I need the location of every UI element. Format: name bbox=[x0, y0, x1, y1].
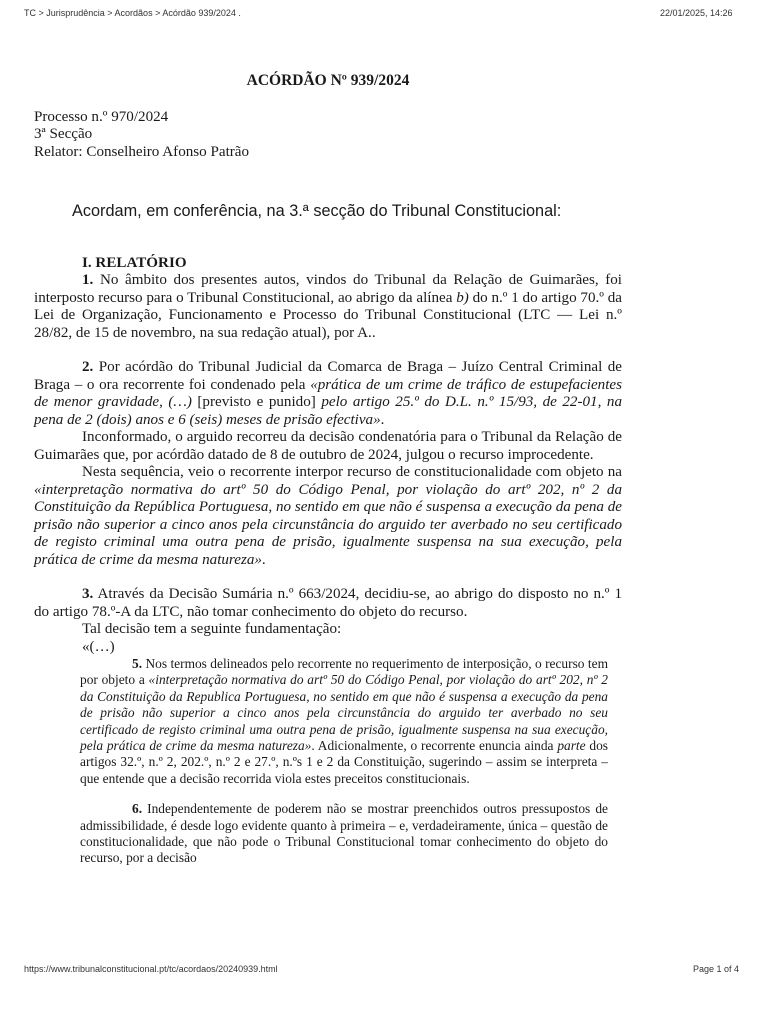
paragraph-3: Inconformado, o arguido recorreu da decisão condenatória para o Tribunal da Relação de Guimarães que, por acórdão datado de 8 de outubro de 2024, julgou o recurso improcedente. bbox=[34, 429, 622, 463]
paragraph-5 bbox=[34, 586, 622, 621]
italic-text: b) bbox=[456, 289, 469, 306]
text: Independentemente de poderem não se mostrar preenchidos outros pressupostos de admissibilidade, é desde logo evidente quanto à primeira – e, verdadeiramente, única – questão de constitucionalidade, que não pode o Tribunal Constitucional tomar conhecimento do objeto do recurso, por a decisão bbox=[80, 801, 608, 866]
text: No âmbito dos presentes autos, vindos do Tribunal da Relação de Guimarães, foi interposto recurso para o Tribunal Constitucional, ao abrigo da alínea bbox=[34, 272, 622, 306]
quote-open: «(…) bbox=[82, 638, 115, 655]
italic-text: «interpretação normativa do artº 50 do Código Penal, por violação do artº 202, nº 2 da Constituição da Republica Portuguesa, no sentido em que não é suspensa a execução da pena de prisão não superior a cinco anos pela circunstância do arguido ter averbado no seu certificado de registo criminal uma outra pena de prisão, igualmente suspensa na sua execução, pela prática de crime da mesma natureza» bbox=[80, 672, 609, 754]
quoted-decision bbox=[80, 656, 608, 867]
paragraph-number: 2. bbox=[82, 359, 94, 375]
case-metadata bbox=[34, 109, 622, 162]
quote-paragraph-6 bbox=[80, 801, 608, 867]
italic-text: parte bbox=[557, 738, 586, 754]
paragraph-number: 6. bbox=[132, 801, 143, 817]
seccao: 3ª Secção bbox=[34, 126, 93, 142]
footer-url[interactable]: https://www.tribunalconstitucional.pt/tc/acordaos/20240939.html bbox=[24, 964, 278, 974]
processo-number: Processo n.º 970/2024 bbox=[34, 108, 169, 125]
document-body bbox=[34, 72, 622, 867]
paragraph-number: 1. bbox=[82, 272, 94, 288]
italic-text: pelo artigo 25.º do D.L. n.º 15/93, de 22-01, na pena de 2 (dois) anos e 6 (seis) meses de prisão efectiva» bbox=[34, 394, 622, 428]
paragraph-2 bbox=[34, 359, 622, 429]
text: dos artigos 32.º, n.º 2, 202.º, n.º 2 e 27.º, n.ºs 1 e 2 da Constituição, sugerindo – assim se interpreta – que entende que a decisão recorrida viola estes preceitos constitucionais. bbox=[80, 738, 608, 786]
relator: Relator: Conselheiro Afonso Patrão bbox=[34, 143, 250, 160]
footer-page-number: Page 1 of 4 bbox=[693, 964, 740, 974]
italic-text: «prática de um crime de tráfico de estupefacientes de menor gravidade, (…) bbox=[34, 376, 622, 410]
text: . bbox=[261, 551, 266, 568]
paragraph-1 bbox=[34, 272, 622, 342]
text: do n.º 1 do artigo 70.º da Lei de Organização, Funcionamento e Processo do Tribunal Constitucional (LTC — Lei n.º 28/82, de 15 de novembro, na sua redação atual), por A.. bbox=[34, 289, 622, 341]
section-heading: I. RELATÓRIO bbox=[82, 254, 187, 271]
text: Nesta sequência, veio o recorrente interpor recurso de constitucionalidade com objeto na bbox=[82, 464, 622, 480]
text: . bbox=[380, 411, 385, 428]
header-breadcrumb: TC > Jurisprudência > Acordãos > Acórdão 939/2024 . bbox=[24, 8, 241, 18]
paragraph-6: Tal decisão tem a seguinte fundamentação: bbox=[82, 621, 342, 637]
text: Nos termos delineados pelo recorrente no requerimento de interposição, o recurso tem por objeto a bbox=[80, 656, 608, 688]
paragraph-number: 5. bbox=[132, 656, 143, 671]
text: [previsto e punido] bbox=[191, 394, 322, 410]
quote-paragraph-5 bbox=[80, 656, 608, 787]
italic-text: «interpretação normativa do artº 50 do Código Penal, por violação do artº 202, nº 2 da Constituição da República Portuguesa, no sentido em que não é suspensa a execução da pena de prisão não superior a cinco anos pela circunstância do arguido ter averbado no seu certificado de registo criminal uma outra pena de prisão, igualmente suspensa na sua execução, pela prática de crime da mesma natureza» bbox=[34, 481, 622, 568]
text: Por acórdão do Tribunal Judicial da Comarca de Braga – Juízo Central Criminal de Braga – o ora recorrente foi condenado pela bbox=[34, 359, 622, 393]
text: . Adicionalmente, o recorrente enuncia ainda bbox=[311, 738, 558, 754]
paragraph-number: 3. bbox=[82, 586, 94, 602]
paragraph-4 bbox=[34, 464, 622, 569]
document-title: ACÓRDÃO Nº 939/2024 bbox=[246, 72, 410, 89]
text: Através da Decisão Sumária n.º 663/2024, decidiu-se, ao abrigo do disposto no n.º 1 do artigo 78.º-A da LTC, não tomar conhecimento do objeto do recurso. bbox=[34, 586, 622, 620]
intro-statement: Acordam, em conferência, na 3.ª secção do Tribunal Constitucional: bbox=[72, 202, 562, 220]
header-datetime: 22/01/2025, 14:26 bbox=[660, 8, 733, 18]
